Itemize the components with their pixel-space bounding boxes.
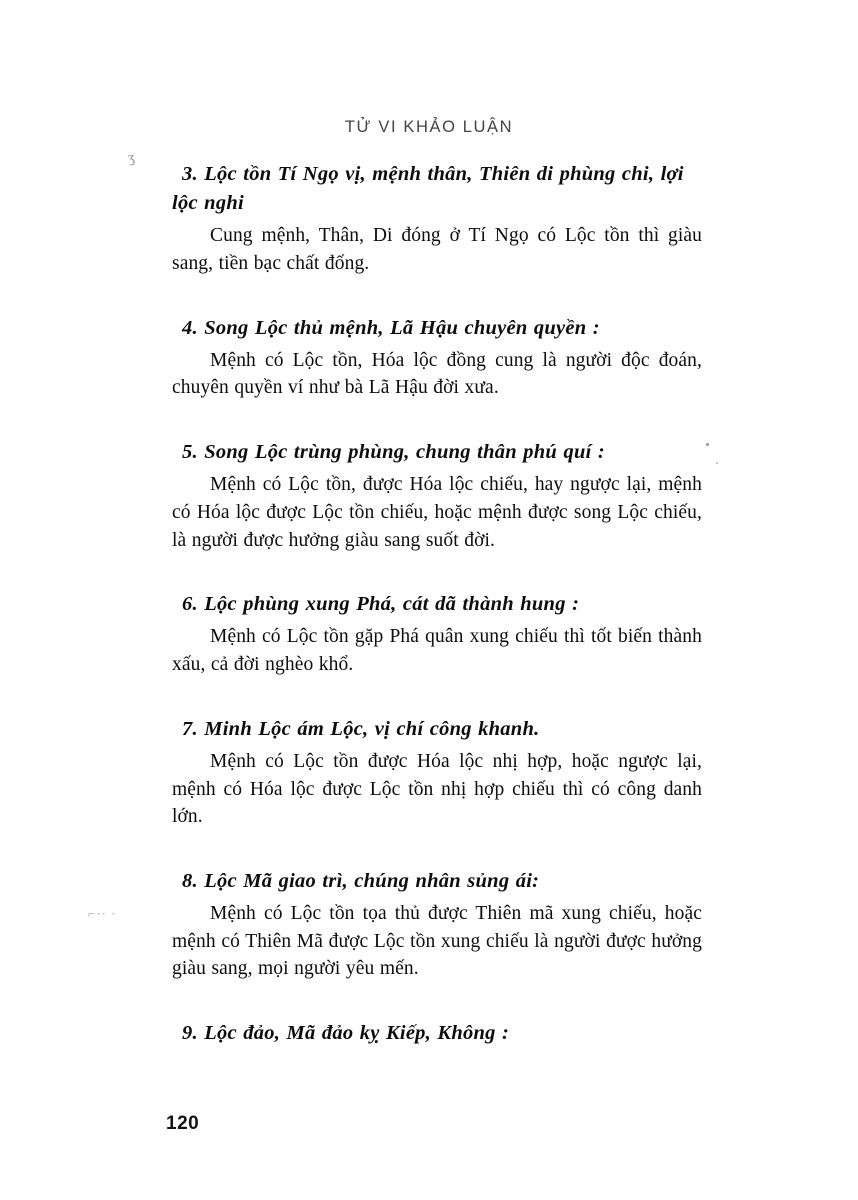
spacer	[172, 983, 702, 1019]
spacer	[172, 402, 702, 438]
section-body: Mệnh có Lộc tồn tọa thủ được Thiên mã xung chiếu, hoặc mệnh có Thiên Mã được Lộc tồn xung chiếu là người được hưởng giàu sang, mọi người yêu mến.	[172, 903, 702, 980]
section-heading: 6. Lộc phùng xung Phá, cát dã thành hung :	[182, 593, 580, 616]
spacer	[172, 831, 702, 867]
section-heading: 7. Minh Lộc ám Lộc, vị chí công khanh.	[182, 717, 540, 740]
section-heading: 4. Song Lộc thủ mệnh, Lã Hậu chuyên quyền :	[182, 316, 600, 339]
section-8	[172, 867, 702, 983]
spacer	[172, 679, 702, 715]
section-heading: 3. Lộc tồn Tí Ngọ vị, mệnh thân, Thiên di phùng chi, lợi lộc nghi	[172, 163, 684, 215]
section-body: Mệnh có Lộc tồn được Hóa lộc nhị hợp, hoặc ngược lại, mệnh có Hóa lộc được Lộc tồn nhị hợp chiếu thì có công danh lớn.	[172, 750, 702, 828]
scan-speck	[716, 462, 718, 464]
section-body: Mệnh có Lộc tồn gặp Phá quân xung chiếu thì tốt biến thành xấu, cả đời nghèo khổ.	[172, 626, 702, 676]
section-5	[172, 438, 702, 554]
section-heading: 5. Song Lộc trùng phùng, chung thân phú quí :	[182, 441, 606, 464]
section-body: Cung mệnh, Thân, Di đóng ở Tí Ngọ có Lộc tồn thì giàu sang, tiền bạc chất đống.	[172, 225, 702, 274]
scan-speck	[706, 443, 709, 446]
spacer	[172, 278, 702, 314]
spacer	[172, 554, 702, 590]
section-3	[172, 160, 702, 278]
section-9	[172, 1019, 702, 1048]
section-heading: 9. Lộc đảo, Mã đảo kỵ Kiếp, Không :	[182, 1022, 510, 1045]
page-number: 120	[166, 1113, 200, 1134]
section-4	[172, 314, 702, 402]
section-6	[172, 590, 702, 678]
margin-scan-mark-top: ʒ	[126, 149, 136, 167]
section-body: Mệnh có Lộc tồn, được Hóa lộc chiếu, hay ngược lại, mệnh có Hóa lộc được Lộc tồn chiếu, hoặc mệnh được song Lộc chiếu, là người được hưởng giàu sang suốt đời.	[172, 474, 702, 551]
section-body: Mệnh có Lộc tồn, Hóa lộc đồng cung là người độc đoán, chuyên quyền ví như bà Lã Hậu đời xưa.	[172, 349, 702, 399]
running-head: TỬ VI KHẢO LUẬN	[344, 118, 514, 136]
text-column	[172, 160, 702, 1048]
section-7	[172, 715, 702, 831]
section-heading: 8. Lộc Mã giao trì, chúng nhân sủng ái:	[182, 869, 540, 892]
margin-scan-mark-middle: ⌐·· ·	[88, 906, 117, 921]
